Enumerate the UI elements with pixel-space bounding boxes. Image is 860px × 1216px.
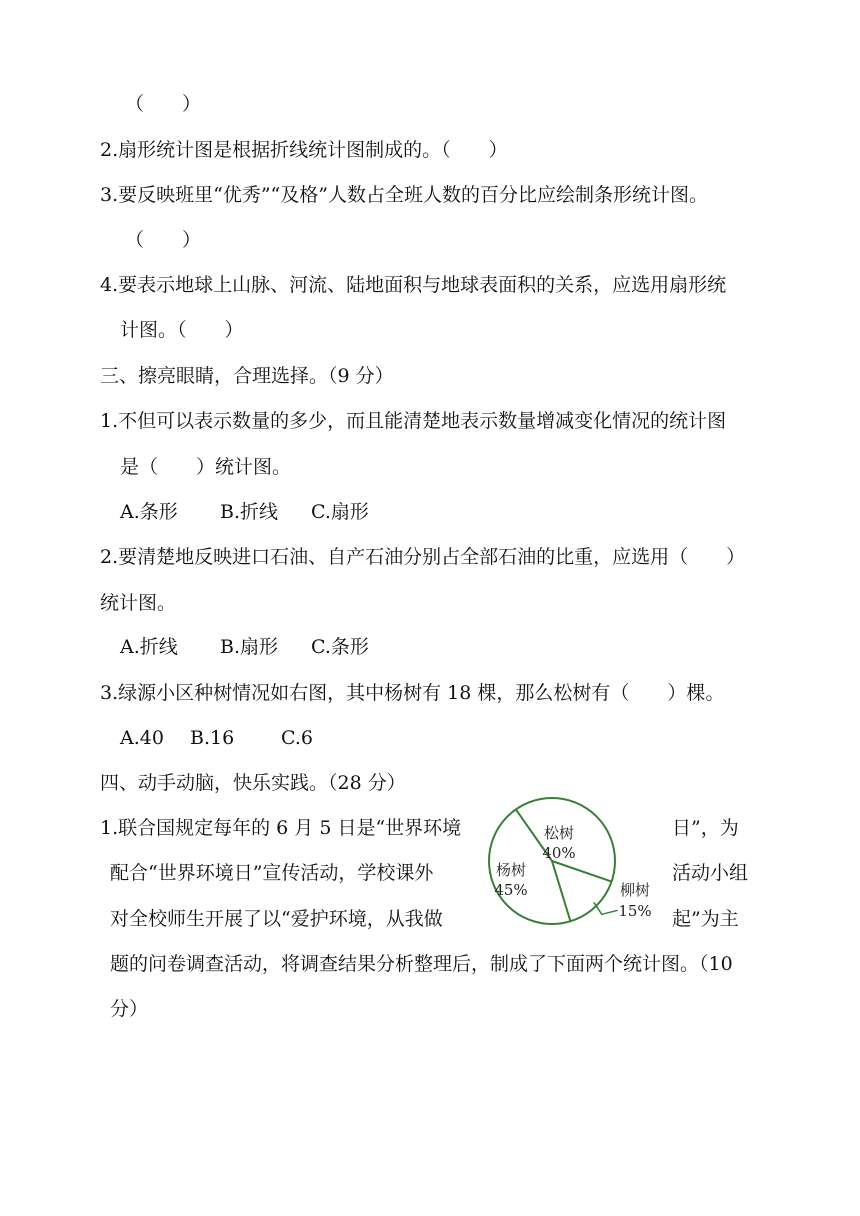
section-4-heading: 四、动手动脑，快乐实践。（28 分） xyxy=(100,772,406,794)
practice-q1-line5: 分） xyxy=(110,998,149,1020)
option-a: A.折线 xyxy=(120,636,178,658)
choice-question-1: 1.不但可以表示数量的多少，而且能清楚地表示数量增减变化情况的统计图 xyxy=(100,410,727,432)
paren-continuation: （ ） xyxy=(125,93,202,115)
option-c: C.条形 xyxy=(311,636,369,658)
practice-q1-line3-right: 起”为主 xyxy=(672,908,739,930)
option-c: C.6 xyxy=(281,727,313,749)
practice-q1-line2-left: 配合“世界环境日”宣传活动，学校课外 xyxy=(110,862,434,884)
pie-slice-label: 松树 xyxy=(543,824,575,842)
option-a: A.40 xyxy=(120,727,164,749)
tree-pie-chart xyxy=(475,795,665,945)
option-b: B.折线 xyxy=(220,501,279,523)
option-a: A.条形 xyxy=(120,501,178,523)
practice-q1-line3-left: 对全校师生开展了以“爱护环境，从我做 xyxy=(110,908,443,930)
pie-slice-percent: 45% xyxy=(494,881,528,899)
practice-q1-line1-right: 日”，为 xyxy=(672,817,739,839)
judge-item-3: 3.要反映班里“优秀”“及格”人数占全班人数的百分比应绘制条形统计图。 xyxy=(100,184,708,206)
pie-slice-label: 杨树 xyxy=(495,861,527,879)
section-3-heading: 三、擦亮眼睛，合理选择。（9 分） xyxy=(100,365,394,387)
practice-q1-line2-right: 活动小组 xyxy=(672,862,749,884)
choice-question-3: 3.绿源小区种树情况如右图，其中杨树有 18 棵，那么松树有（ ）棵。 xyxy=(100,682,725,704)
pie-slice-percent: 15% xyxy=(618,902,652,920)
judge-item-4: 4.要表示地球上山脉、河流、陆地面积与地球表面积的关系，应选用扇形统 xyxy=(100,274,727,296)
option-c: C.扇形 xyxy=(311,501,369,523)
pie-slice-percent: 40% xyxy=(542,844,576,862)
judge-item-4-cont: 计图。（ ） xyxy=(120,319,244,341)
option-b: B.16 xyxy=(190,727,235,749)
judge-item-3-paren: （ ） xyxy=(125,229,202,251)
choice-question-1-cont: 是（ ）统计图。 xyxy=(120,456,292,478)
judge-item-2: 2.扇形统计图是根据折线统计图制成的。（ ） xyxy=(100,139,508,161)
option-b: B.扇形 xyxy=(220,636,279,658)
choice-question-2-cont: 统计图。 xyxy=(100,592,177,614)
practice-q1-line4: 题的问卷调查活动，将调查结果分析整理后，制成了下面两个统计图。（10 xyxy=(110,953,733,975)
choice-question-2: 2.要清楚地反映进口石油、自产石油分别占全部石油的比重，应选用（ ） xyxy=(100,546,746,568)
pie-slice-label: 柳树 xyxy=(619,881,651,899)
practice-q1-line1-left: 1.联合国规定每年的 6 月 5 日是“世界环境 xyxy=(100,817,462,839)
